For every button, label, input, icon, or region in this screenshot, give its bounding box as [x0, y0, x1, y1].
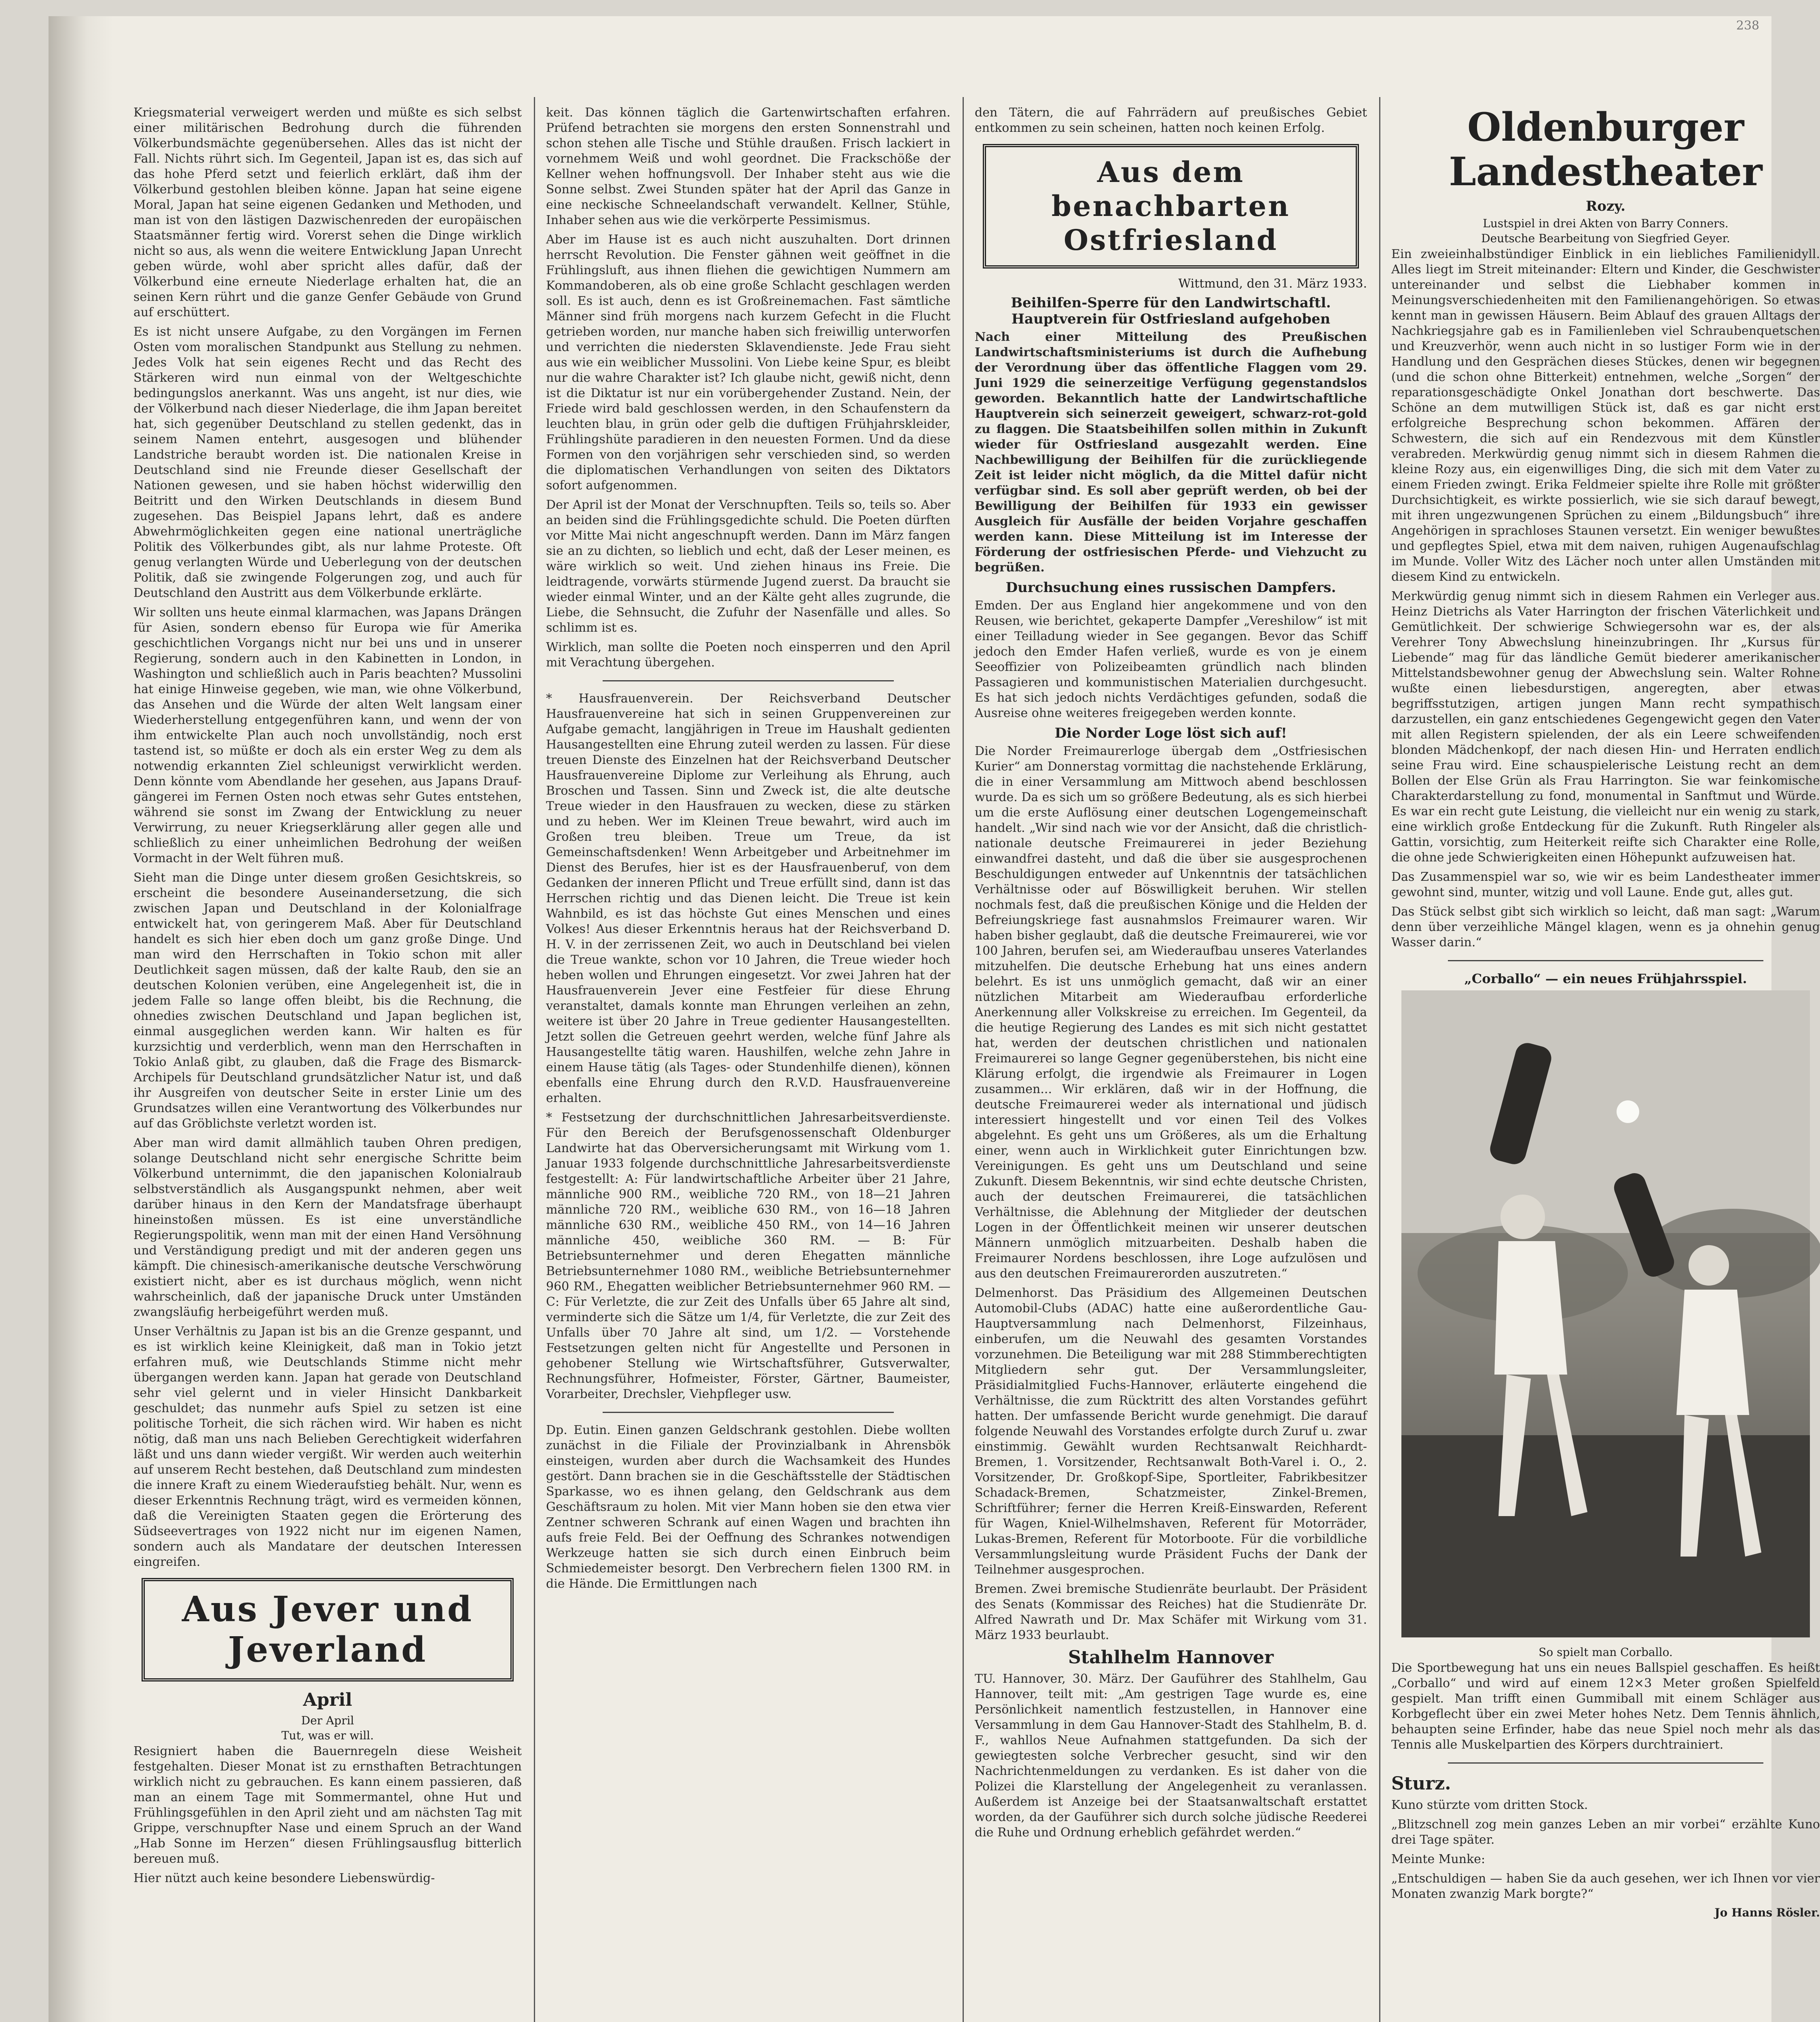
separator [603, 1412, 894, 1413]
article-text [975, 744, 1367, 1282]
article-text [133, 1744, 522, 1886]
headline: Die Norder Loge löst sich auf! [1054, 725, 1287, 741]
separator [603, 680, 894, 681]
paragraph: Meinte Munke: [1391, 1852, 1486, 1866]
article-text [975, 105, 1367, 136]
separator [1448, 1762, 1763, 1764]
article-text [546, 105, 950, 670]
paragraph: * Hausfrauenverein. Der Reichsverband Deutscher Hausfrauenvereine hat sich in seinen Gruppenvereinen zur Aufgabe gemacht, langjährigen in Treue im Haushalt gedienten Hausangestellten eine Ehrung zuteil werden zu lassen. Für diese treuen Dienste des Einzelnen hat der Reichsverband Deutscher Hausfrauenvereine Diplome zur Verleihung als Ehrung, auch Broschen und Tassen. Sinn und Zweck ist, die alte deutsche Treue wieder in den Hausfrauen zu wecken, diese zu stärken und zu heben. Wer im Kleinen Treue bewahrt, wird auch im Großen treu bleiben. Treue um Treue, da ist Gemeinschaftsdenken! Wenn Arbeitgeber und Arbeitnehmer im Dienst des Berufes, hier ist es der Hausfrauenberuf, von dem Gedanken der inneren Pflicht und Treue erfüllt sind, dann ist das Herrschen richtig und das Dienen leicht. Die Treue ist kein Wahnbild, es ist das höchste Gut eines Menschen und eines Volkes! Aus dieser Erkenntnis heraus hat der Reichsverband D. H. V. in der zerrissenen Zeit, wo auch in Deutschland bei vielen die Treue wankte, schon vor 10 Jahren, die Treue wieder hoch heben wollen und Ehrungen eingesetzt. Vor zwei Jahren hat der Hausfrauenverein Jever eine Festfeier für diese Ehrung veranstaltet, damals konnte man Ehrungen verleihen an zehn, weitere ist über 20 Jahre in Treue gedienter Hausangestellten. Jetzt sollen die Getreuen geehrt werden, welche fünf Jahre als Hausangestellte tätig waren. Haushilfen, welche zehn Jahre in einem Hause tätig (als Tages- oder Stundenhilfe dienen), können ebenfalls eine Ehrung durch den R.V.D. Hausfrauenvereine erhalten. [546, 692, 950, 1105]
article-text [133, 105, 522, 1570]
play-title: Rozy. [1586, 198, 1625, 214]
section-header-box [142, 1578, 514, 1681]
paragraph: Es ist nicht unsere Aufgabe, zu den Vorgängen im Fernen Osten vom moralischen Standpunkt aus Stellung zu nehmen. Jedes Volk hat sein eigenes Recht und das Recht des Stärkeren wird nun einmal von der Weltgeschichte bedingungslos anerkannt. Was uns angeht, ist nur dies, wie der Völkerbund nach dieser Niederlage, die ihm Japan bereitet hat, sich gegenüber Deutschland zu stellen gedenkt, das in seinem Namen entehrt, ausgesogen und blühender Landstriche beraubt worden ist. Die nationalen Kreise in Deutschland sind nie Freunde dieser Gesellschaft der Nationen gewesen, und sie haben höchst widerwillig den Beitritt und den Wirken Deutschlands in diesem Bund zugesehen. Das Beispiel Japans lehrt, daß es andere Abwehrmöglichkeiten gegen eine national unerträgliche Politik des Völkerbundes gibt, als nur lahme Proteste. Oft genug verlangten Würde und Ueberlegung von der deutschen Politik, daß sie zwingende Folgerungen zog, und auch für Deutschland den Austritt aus dem Völkerbunde erklärte. [133, 325, 522, 600]
article-text [975, 598, 1367, 721]
paragraph: Merkwürdig genug nimmt sich in diesem Rahmen ein Verleger aus. Heinz Dietrichs als Vater Harrington der frischen Väterlichkeit und Gemütlichkeit. Der schwierige Schwiegersohn war es, der als Verehrer Tony Abwechslung hineinzubringen. Ihr „Kursus für Liebende“ mag für das ländliche Gemüt biederer amerikanischer Mittelstandsbewohner genug der Abwechslung sein. Walter Rohne wußte einen liebesdurstigen, angeregten, aber etwas begriffsstutzigen, artigen jungen Mann recht sympathisch darzustellen, ein ganz entschiedenes Gegengewicht gegen den Vater mit allen Registern spielenden, der als ein Leere schweifenden blonden Mädchenkopf, der nach diesen Hin- und Herraten endlich seine Frau wird. Eine schauspielerische Leistung recht an dem Bollen der Else Grün als Frau Harrington. Sie war feinkomische Charakterdarstellung zu fond, monumental in Sanftmut und Würde. Es war ein recht gute Leistung, die vielleicht nur ein wenig zu stark, eine wirklich große Entdeckung für die Zukunft. Ruth Ringeler als Gattin, vorsichtig, zum Heiterkeit reifte sich Charakter eine Rolle, die ohne jede Schwierigkeiten einen Höhepunkt aufzuweisen hat. [1391, 589, 1820, 865]
paragraph: Bremen. Zwei bremische Studienräte beurlaubt. Der Präsident des Senats (Kommissar des Reiches) hat die Studienräte Dr. Alfred Nawrath und Dr. Max Schäfer mit Wirkung vom 31. März 1933 beurlaubt. [975, 1582, 1367, 1642]
article-text [975, 1286, 1367, 1578]
paragraph: Nach einer Mitteilung des Preußischen Landwirtschaftsministeriums ist durch die Aufhebung der Verordnung über das öffentliche Flaggen vom 29. Juni 1929 die seinerzeitige Verfügung gegenstandslos geworden. Bekanntlich hatte der Landwirtschaftliche Hauptverein sich seinerzeit geweigert, schwarz-rot-gold zu flaggen. Die Staatsbeihilfen sollen mithin in Zukunft wieder für Ostfriesland ausgezahlt werden. Eine Nachbewilligung der Beihilfen für die zurückliegende Zeit ist leider nicht möglich, da die Mittel dafür nicht verfügbar sind. Es soll aber geprüft werden, ob bei der Bewilligung der Beihilfen für 1933 ein gewisser Ausgleich für Ausfälle der beiden Vorjahre geschaffen werden kann. Diese Mitteilung ist im Interesse der Förderung der ostfriesischen Pferde- und Viehzucht zu begrüßen. [975, 330, 1367, 575]
section-header-box [983, 144, 1359, 269]
newspaper-page [49, 16, 1820, 2022]
paragraph: Ein zweieinhalbstündiger Einblick in ein liebliches Familienidyll. Alles liegt im Streit miteinander: Eltern und Kinder, die Geschwister untereinander und selbst die Liebhaber kommen in Meinungsverschiedenheiten mit den Familienangehörigen. So etwas kennt man in gewissen Häusern. Beim Ablauf des grauen Alltags der Nachkriegsjahre gab es in Familienleben viel Schraubenquetschen und Kreuzverhör, wenn auch nicht in so lustiger Form wie in der Handlung und den Gesprächen dieses Stückes, denen wir begegnen (und die schon ohne Bitterkeit) entnehmen, welche „Sorgen“ der reparationsgeschädigte Onkel Jonathan dort beschwerte. Das Schöne an dem mutwilligen Stück ist, daß es gar nicht erst erfolgreiche Besprechung schon bekommen. Affären der Schwestern, die sich auf ein Rendezvous mit dem Künstler verabreden. Merkwürdig genug nimmt sich in diesem Rahmen die kleine Rozy aus, ein eigenwilliges Ding, die sich mit dem Vater zu einem Frieden zwingt. Erika Feldmeier spielte ihre Rolle mit größter Durchsichtigkeit, es wirkte possierlich, wie sie sich darauf bewegt, mit ihren ungezwungenen Sprüchen zu einem „Bildungsbuch“ ihre Angehörigen in sprachloses Staunen versetzt. Ein weniger bewußtes und gepflegtes Spiel, etwa mit dem naiven, ruhigen Augenaufschlag im Munde. Voller Witz des Lächer noch unter allen Umständen mit diesem Kind zu entwickeln. [1391, 247, 1820, 584]
article-text [1391, 247, 1820, 950]
poem-line: Der April [301, 1714, 354, 1727]
author: Jo Hanns Rösler. [1714, 1906, 1820, 1919]
paragraph: Emden. Der aus England hier angekommene und von den Reusen, wie berichtet, gekaperte Dampfer „Vereshilow“ ist mit einer Teilladung wieder in See gegangen. Bevor das Schiff jedoch den Emder Hafen verließ, wurde es von je einem Seeoffizier von Polizeibeamten gründlich nach blinden Passagieren und kommunistischen Materialien durchgesucht. Es hat sich jedoch nichts Verdächtiges gefunden, sodaß die Ausreise ohne weiteres freigegeben werden konnte. [975, 599, 1367, 720]
article-text [1391, 1798, 1820, 1902]
poem-line: Tut, was er will. [281, 1729, 374, 1742]
photo-text: Die Sportbewegung hat uns ein neues Ballspiel geschaffen. Es heißt „Corballo“ und wird auf einem 12×3 Meter großen Spielfeld gespielt. Man trifft einen Gummiball mit einem Schläger aus Korbgeflecht über ein zwei Meter hohes Netz. Dem Tennis ähnlich, behaupten seine Erfinder, habe das neue Spiel noch mehr als das Tennis alle Muskelpartien des Körpers durchtrainiert. [1391, 1661, 1820, 1752]
paragraph: TU. Hannover, 30. März. Der Gauführer des Stahlhelm, Gau Hannover, teilt mit: „Am gestrigen Tage wurde es, eine Persönlichkeit namentlich festzustellen, in Hannover eine Versammlung in dem Gau Hannover-Stadt des Stahlhelm, B. d. F., wahllos Neue Aufnahmen stattgefunden. Da sich der gewiegtesten solche Verbrecher gesucht, sind wir den Nachrichtenmeldungen zu verdanken. Es ist daher von die Polizei die Klarstellung der Angelegenheit zu veranlassen. Außerdem ist Anzeige bei der Staatsanwaltschaft erstattet worden, da der Gauführer sich durch solche jüdische Reederei die Ruhe und Ordnung erheblich gefährdet werden.“ [975, 1672, 1367, 1840]
paragraph: Das Zusammenspiel war so, wie wir es beim Landestheater immer gewohnt sind, munter, witzig und voll Laune. Ende gut, alles gut. [1391, 870, 1820, 899]
corballo-photo-illustration [1401, 990, 1810, 1637]
article-text [975, 330, 1367, 575]
article-eutin: Dp. Eutin. Einen ganzen Geldschrank gestohlen. Diebe wollten zunächst in die Filiale der Provinzialbank in Ahrensbök einsteigen, wurden aber durch die Wachsamkeit des Hundes gestört. Dann brachen sie in die Geschäftsstelle der Städtischen Sparkasse, wo es ihnen gelang, den Geldschrank aus dem Geschäftsraum zu holen. Mit vier Mann hoben sie den etwa vier Zentner schweren Schrank auf einen Wagen und brachten ihn aufs freie Feld. Bei der Oeffnung des Schrankes notwendigen Werkzeuge hatten sie sich durch einen Einbruch beim Schmiedemeister besorgt. Den Verbrechern fielen 1300 RM. in die Hände. Die Ermittlungen nach [546, 1423, 950, 1591]
column-1 [133, 105, 522, 2022]
article-text [975, 1582, 1367, 1643]
paragraph: Kuno stürzte vom dritten Stock. [1391, 1798, 1588, 1812]
paragraph: * Festsetzung der durchschnittlichen Jahresarbeitsverdienste. Für den Bereich der Berufsgenossenschaft Oldenburger Landwirte hat das Oberversicherungsamt mit Wirkung vom 1. Januar 1933 folgende durchschnittliche Jahresarbeitsverdienste festgestellt: A: Für landwirtschaftliche Arbeiter über 21 Jahre, männliche 900 RM., weibliche 720 RM., von 18—21 Jahren männliche 720 RM., weibliche 630 RM., von 16—18 Jahren männliche 630 RM., weibliche 450 RM., von 14—16 Jahren männliche 450, weibliche 360 RM. — B: Für Betriebsunternehmer und deren Ehegatten männliche Betriebsunternehmer 1080 RM., weibliche Betriebsunternehmer 960 RM., Ehegatten weiblicher Betriebsunternehmer 960 RM. — C: Für Verletzte, die zur Zeit des Unfalls über 65 Jahre alt sind, verminderte sich die Sätze um 1/4, für Verletzte, die zur Zeit des Unfalls über 70 Jahre alt sind, um 1/2. — Vorstehende Festsetzungen gelten nicht für Angestellte und Personen in gehobener Stellung wie Wirtschaftsführer, Gutsverwalter, Rechnungsführer, Hofmeister, Förster, Gärtner, Baumeister, Vorarbeiter, Drechsler, Viehpfleger usw. [546, 1110, 950, 1401]
photo-caption: „Corballo“ — ein neues Frühjahrsspiel. [1464, 971, 1747, 986]
separator [1448, 960, 1763, 961]
corballo-photo [1401, 990, 1810, 1637]
paragraph: Sieht man die Dinge unter diesem großen Gesichtskreis, so erscheint die besondere Auseinandersetzung, die sich zwischen Japan und Deutschland in der Kolonialfrage entwickelt hat, von geringerem Maß. Aber für Deutschland handelt es sich hier eben doch um ganz große Dinge. Und man wird den Herrschaften in Tokio schon mit aller Deutlichkeit sagen müssen, daß der kalte Raub, den sie an deutschen Kolonien verüben, eine Angelegenheit ist, die in jedem Falle so lange offen bleibt, bis die Rechnung, die ohnedies zwischen Deutschland und Japan beglichen ist, einmal ausgeglichen werden kann. Wir halten es für kurzsichtig und verderblich, wenn man den Herrschaften in Tokio Anlaß gibt, zu glauben, daß die Frage des Bismarck-Archipels für Deutschland grundsätzlicher Natur ist, und daß ihr Ausgreifen von deutscher Seite in erster Linie um des Grundsatzes willen eine Verantwortung des Völkerbundes nur auf das Gröblichste verletzt worden ist. [133, 871, 522, 1131]
paragraph: „Entschuldigen — haben Sie da auch gesehen, wer ich Ihnen vor vier Monaten zwanzig Mark borgte?“ [1391, 1872, 1820, 1901]
article-text [546, 691, 950, 1402]
headline: Stahlhelm Hannover [1068, 1647, 1274, 1668]
column-rule [534, 97, 535, 2022]
play-subtitle: Deutsche Bearbeitung von Siegfried Geyer. [1481, 232, 1730, 245]
article-text [975, 1671, 1367, 1840]
paragraph: Resigniert haben die Bauernregeln diese Weisheit festgehalten. Dieser Monat ist zu ernsthaften Betrachtungen wirklich nicht zu gebrauchen. Es kann einem passieren, daß man an einem Tage mit Sommermantel, ohne Hut und Frühlingsgefühlen in den April zieht und am nächsten Tag mit Grippe, verschnupfter Nase und einem Spruch an der Wand „Hab Sonne im Herzen“ diesen Frühlingsausflug bitterlich bereuen muß. [133, 1744, 522, 1866]
paragraph: Aber im Hause ist es auch nicht auszuhalten. Dort drinnen herrscht Revolution. Die Fenster gähnen weit geöffnet in die Frühlingsluft, aus ihnen fliehen die gewichtigen Nummern am Kommandoberen, als ob eine große Schlacht geschlagen werden soll. Es ist auch, denn es ist Großreinemachen. Fast sämtliche Männer sind früh morgens nach kurzem Gefecht in die Flucht getrieben worden, nur manche haben sich freiwillig unterworfen und verrichten die niedersten Sklavendienste. Jede Frau sieht aus wie ein weiblicher Mussolini. Von Liebe keine Spur, es bleibt nur die wahre Charakter ist? Ich glaube nicht, gewiß nicht, denn ist die Diktatur ist nur ein vorübergehender Zustand. Nein, der Friede wird bald geschlossen werden, in den Schaufenstern da leuchten blau, in grün oder gelb die duftigen Frühjahrskleider, Frühlingshüte paradieren in den neuesten Formen. Und da diese Formen von den vorjährigen sehr verschieden sind, so werden die diplomatischen Verhandlungen von seiten des Diktators sofort aufgenommen. [546, 233, 950, 493]
section-header-jever: Aus Jever und Jeverland [182, 1589, 474, 1670]
play-subtitle: Lustspiel in drei Akten von Barry Conners. [1483, 217, 1729, 230]
column-rule [963, 97, 964, 2022]
headline: Durchsuchung eines russischen Dampfers. [1005, 580, 1336, 596]
paragraph: Der April ist der Monat der Verschnupften. Teils so, teils so. Aber an beiden sind die Frühlingsgedichte schuld. Die Poeten dürften vor Mitte Mai nicht angeschnupft werden. Dann im März fangen sie an zu dichten, so lieblich und echt, daß der Leser meinen, es wäre wirklich so weit. Und ziehen hinaus ins Freie. Die leidtragende, vorwärts stürmende Jugend zuerst. Da braucht sie wieder einmal Winter, und an der Kälte geht alles zugrunde, die Liebe, die Sehnsucht, die Zufuhr der Nasenfälle und alles. So schlimm ist es. [546, 498, 950, 635]
headline: Beihilfen-Sperre für den Landwirtschaftl. Hauptverein für Ostfriesland aufgehoben [1011, 295, 1331, 327]
paragraph: keit. Das können täglich die Gartenwirtschaften erfahren. Prüfend betrachten sie morgens den ersten Sonnenstrahl und schon stehen alle Tische und Stühle draußen. Frisch lackiert in vornehmem Weiß und wohl geordnet. Die Frackschöße der Kellner wehen hoffnungsvoll. Der Inhaber steht aus wie die Sonne selbst. Zwei Stunden später hat der April das Ganze in eine neckische Schneelandschaft verwandelt. Kellner, Stühle, Inhaber sehen aus wie die verkörperte Pessimismus. [546, 106, 950, 227]
paragraph: Kriegsmaterial verweigert werden und müßte es sich selbst einer militärischen Bedrohung durch die führenden Völkerbundsmächte gegenübersehen. Alles das ist nicht der Fall. Nichts rührt sich. Im Gegenteil, Japan ist es, das sich auf das hohe Pferd setzt und feierlich erklärt, daß ihm der Völkerbund gestohlen bleiben könne. Japan hat seine eigene Moral, Japan hat seine eigenen Gedanken und Methoden, und man ist von den lästigen Dazwischenreden der europäischen Staatsmänner fertig wird. Vorerst sehen die Dinge wirklich nicht so aus, als wenn die weitere Entwicklung Japan Unrecht geben würde, wohl aber spricht alles dafür, daß der Völkerbund eine erneute Niederlage erhalten hat, die an seinen Kern rührt und die ganze Genfer Gebäude von Grund auf erschüttert. [133, 106, 522, 319]
dateline: Wittmund, den 31. März 1933. [1178, 277, 1367, 291]
section-header-ostfriesland: Aus dem benachbarten Ostfriesland [1051, 155, 1291, 257]
paragraph: Delmenhorst. Das Präsidium des Allgemeinen Deutschen Automobil-Clubs (ADAC) hatte eine außerordentliche Gau-Hauptversammlung nach Delmenhorst, Filzeinhaus, einberufen, um die Neuwahl des gesamten Vorstandes vorzunehmen. Die Beteiligung war mit 288 Stimmberechtigten Mitgliedern sehr gut. Der Versammlungsleiter, Präsidialmitglied Fuchs-Hannover, erläuterte eingehend die Verhältnisse, die zum Rücktritt des alten Vorstandes geführt hatten. Der umfassende Bericht wurde genehmigt. Die darauf folgende Neuwahl des Vorstandes erfolgte durch Zuruf u. zwar einstimmig. Gewählt wurden Rechtsanwalt Reichhardt-Bremen, 1. Vorsitzender, Rechtsanwalt Both-Varel i. O., 2. Vorsitzender, Dr. Großkopf-Sipe, Sportleiter, Fabrikbesitzer Schadack-Bremen, Schatzmeister, Zinkel-Bremen, Schriftführer; ferner die Herren Kreiß-Einswarden, Referent für Wagen, Kniel-Wilhelmshaven, Referent für Motorräder, Lukas-Bremen, Referent für Motorboote. Für die vorbildliche Versammlungsleitung wurde Präsident Fuchs der Dank der Teilnehmer ausgesprochen. [975, 1286, 1367, 1577]
paragraph: Hier nützt auch keine besondere Liebenswürdig- [133, 1871, 435, 1885]
paragraph: Aber man wird damit allmählich tauben Ohren predigen, solange Deutschland nicht sehr energische Schritte beim Völkerbund unternimmt, die den japanischen Kolonialraub selbstverständlich als Ausgangspunkt nehmen, aber weit darüber hinaus in den Kern der Mandatsfrage überhaupt hineinstoßen müssen. Es ist eine unverständliche Regierungspolitik, wenn man mit der einen Hand Versöhnung und Verständigung predigt und mit der anderen gegen uns kämpft. Die chinesisch-amerikanische deutsche Verschwörung existiert nicht, aber es ist durchaus möglich, wenn nicht wahrscheinlich, daß der japanische Druck unter Umständen zwangsläufig herbeigeführt werden muß. [133, 1136, 522, 1319]
article-title-april: April [303, 1690, 352, 1710]
theater-title: Oldenburger Landestheater [1449, 104, 1763, 195]
paragraph: Wirklich, man sollte die Poeten noch einsperren und den April mit Verachtung übergehen. [546, 640, 950, 670]
paragraph: Das Stück selbst gibt sich wirklich so leicht, daß man sagt: „Warum denn über verzeihliche Mängel klagen, wenn es ja ohnehin genug Wasser darin.“ [1391, 905, 1820, 950]
column-rule [1379, 97, 1380, 2022]
paragraph: den Tätern, die auf Fahrrädern auf preußisches Gebiet entkommen zu sein scheinen, hatten noch keinen Erfolg. [975, 106, 1367, 135]
page-number: 238 [1736, 19, 1759, 33]
paragraph: „Blitzschnell zog mein ganzes Leben an mir vorbei“ erzählte Kuno drei Tage später. [1391, 1817, 1820, 1847]
sturz-title: Sturz. [1391, 1773, 1451, 1794]
column-2 [546, 105, 950, 2022]
photo-subcaption: So spielt man Corballo. [1539, 1646, 1673, 1659]
paragraph: Wir sollten uns heute einmal klarmachen, was Japans Drängen für Asien, sondern ebenso für Europa wie für Amerika geschichtlichen Vorgangs nicht nur bei uns und in unserer Regierung, sondern auch in den Kabinetten in London, in Washington und schließlich auch in Paris beachten? Mussolini hat einige Hinweise gegeben, wie man, wie ohne Völkerbund, das Ansehen und die Würde der alten Welt langsam einer Wiederherstellung entgegenführen kann, und wenn der von ihm entwickelte Plan auch noch unvollständig, noch erst tastend ist, so müßte er doch als ein erster Weg zu dem als notwendig erkannten Ziel schleunigst verwirklicht werden. Denn könnte vom Abendlande her gesehen, aus Japans Drauf-gängerei im Fernen Osten noch etwas sehr Gutes entstehen, während sie sonst im Zwang der Entwicklung zu neuer Verwirrung, zu neuer Kriegserklärung aller gegen alle und schließlich zu einer unheimlichen Bedrohung der weißen Vormacht in der Welt führen muß. [133, 605, 522, 865]
paragraph: Die Norder Freimaurerloge übergab dem „Ostfriesischen Kurier“ am Donnerstag vormittag die nachstehende Erklärung, die in einer Versammlung am Mittwoch abend beschlossen wurde. Da es sich um so größere Bedeutung, als es sich hierbei um die erste Auflösung einer deutschen Logengemeinschaft handelt. „Wir sind nach wie vor der Ansicht, daß die christlich-nationale deutsche Freimaurerei in jeder Beziehung einwandfrei dasteht, und daß die über sie ausgesprochenen Beschuldigungen entweder auf Unkenntnis der tatsächlichen Verhältnisse oder auf Böswilligkeit beruhen. Wir stellen nochmals fest, daß die preußischen Könige und die Helden der Befreiungskriege fast ausnahmslos Freimaurer waren. Wir haben bisher geglaubt, daß die deutsche Freimaurerei, wie vor 100 Jahren, berufen sei, am Wiederaufbau unseres Vaterlandes mitzuhelfen. Die deutsche Erhebung hat uns eines andern belehrt. Es ist uns unmöglich gemacht, daß wir an einer nützlichen Mitarbeit am Wiederaufbau erforderliche Anerkennung aller Volkskreise zu erreichen. Im Gegenteil, da die heutige Regierung des Landes es mit sich nicht gestattet hat, werden der deutschen christlichen und nationalen Freimaurerei so lange Gegner gegenüberstehen, bis nicht eine Klärung erfolgt, die irgendwie als Freimaurer in Logen zusammen... Wir erklären, daß wir in der Hoffnung, die deutsche Freimaurerei weder als international und jüdisch interessiert hingestellt und vor einen Teil des Volkes abgelehnt. Es geht uns um Größeres, als um die Erhaltung einer, wenn auch in Wirklichkeit guter Einrichtungen bzw. Vereinigungen. Es geht uns um Deutschland und seine Zukunft. Diesem Bekenntnis, wir sind echte deutsche Christen, auch der deutschen Freimaurerei, die tatsächlichen Verhältnisse, die Ablehnung der Mitglieder der deutschen Logen in der Öffentlichkeit meinen wir unserer deutschen Männern unmöglich mitzuarbeiten. Deshalb haben die Freimaurer Nordens beschlossen, ihre Loge aufzulösen und aus den deutschen Freimaurerorden auszutreten.“ [975, 744, 1367, 1281]
column-4 [1391, 105, 1820, 2022]
column-3 [975, 105, 1367, 2022]
book-binding [49, 16, 113, 2022]
paragraph: Unser Verhältnis zu Japan ist bis an die Grenze gespannt, und es ist wirklich keine Kleinigkeit, daß man in Tokio jetzt erfahren muß, wie Deutschlands Stimme nicht mehr übergangen werden kann. Japan hat gerade von Deutschland sehr viel gelernt und in vieler Hinsicht Dankbarkeit geschuldet; das nunmehr aufs Spiel zu setzen ist eine politische Torheit, die sich rächen wird. Wir haben es nicht nötig, daß man uns nach Belieben Gerechtigkeit widerfahren läßt und uns dann wieder vergißt. Wir werden auch weiterhin auf unserem Recht bestehen, daß Deutschland zum mindesten die innere Kraft zu einem Wiederaufstieg behält. Nur, wenn es dieser Erkenntnis Rechnung trägt, wird es vermeiden können, daß die Vereinigten Staaten gegen die Erörterung des Südseevertrages von 1922 nicht nur im eigenen Namen, sondern auch als Mandatare der deutschen Interessen eingreifen. [133, 1324, 522, 1569]
